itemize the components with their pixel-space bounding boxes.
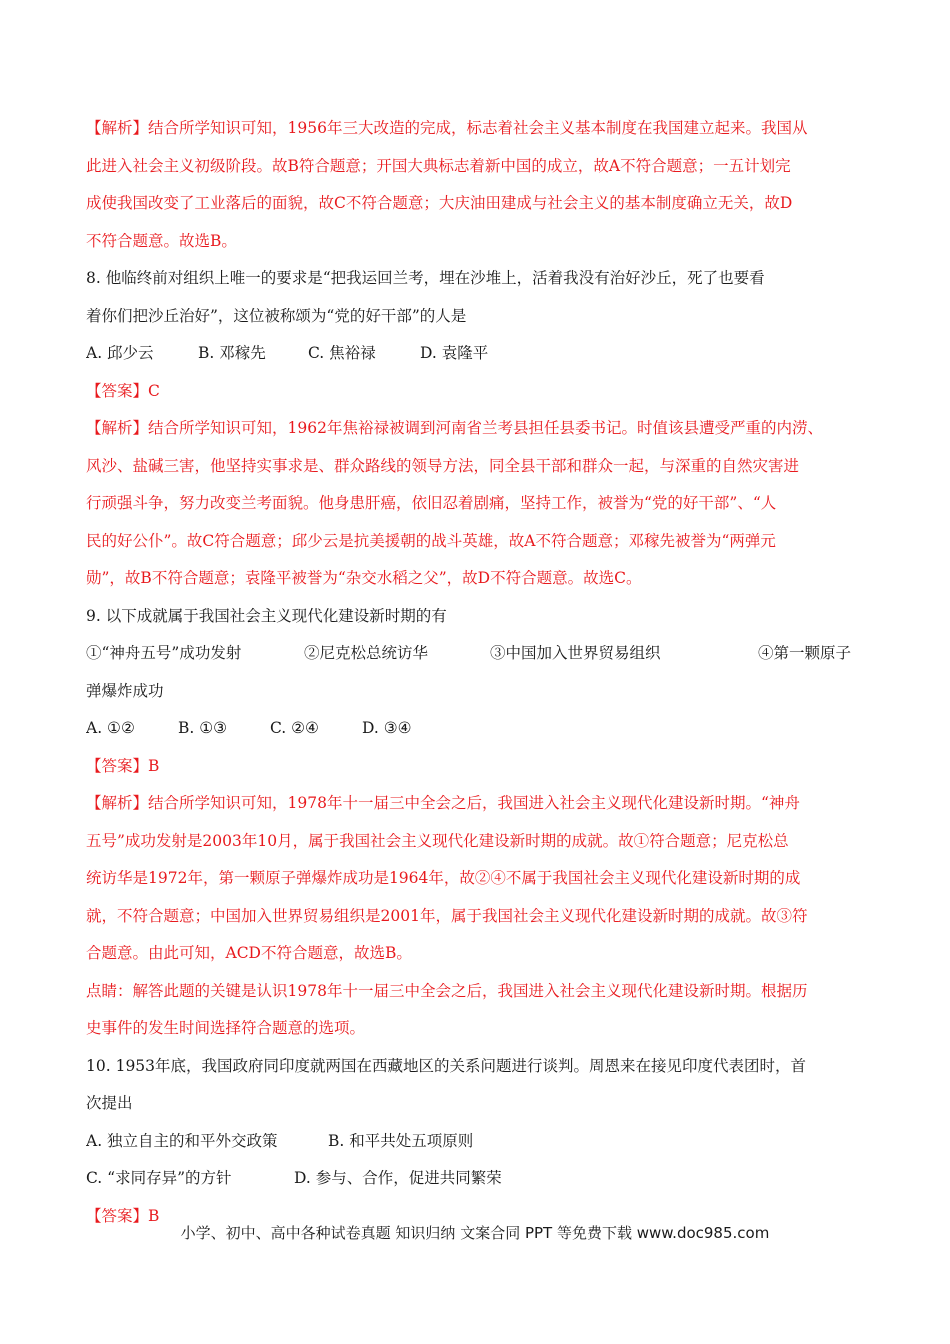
q9-items [86,635,876,673]
q10-stem-line: 10. 1953年底，我国政府同印度就两国在西藏地区的关系问题进行谈判。周恩来在接见印度代表团时，首 [86,1056,807,1075]
q8-analysis-line: 勋”，故B不符合题意；袁隆平被誉为“杂交水稻之父”，故D不符合题意。故选C。 [86,569,642,587]
q8-stem-line: 8. 他临终前对组织上唯一的要求是“把我运回兰考，埋在沙堆上，活着我没有治好沙丘，死了也要看 [86,269,765,287]
q8-analysis-line: 风沙、盐碱三害，他坚持实事求是、群众路线的领导方法，同全县干部和群众一起，与深重的自然灾害进 [86,456,800,475]
q10-option-b: B. 和平共处五项原则 [328,1131,474,1150]
q9-item-4: ④第一颗原子 [758,644,852,662]
q9-answer: 【答案】B [86,756,160,775]
q9-item-1: ①“神舟五号”成功发射 [86,644,242,662]
q10-answer: 【答案】B [86,1206,160,1225]
q10-stem-line: 次提出 [86,1094,133,1112]
q9-analysis-line: 【解析】结合所学知识可知，1978年十一届三中全会之后，我国进入社会主义现代化建设新时期。“神舟 [86,794,800,812]
q8-option-b: B. 邓稼先 [198,344,266,362]
q8-answer: 【答案】C [86,381,160,400]
q8-analysis-line: 民的好公仆”。故C符合题意；邱少云是抗美援朝的战斗英雄，故A不符合题意；邓稼先被誉为“两弹元 [86,531,776,550]
q7-analysis-line: 此进入社会主义初级阶段。故B符合题意；开国大典标志着新中国的成立，故A不符合题意；一五计划完 [86,156,791,175]
q9-option-a: A. ①② [86,719,135,737]
q9-item-3: ③中国加入世界贸易组织 [490,644,661,662]
page-content [86,110,876,1235]
q8-analysis-line: 【解析】结合所学知识可知，1962年焦裕禄被调到河南省兰考县担任县委书记。时值该县遭受严重的内涝、 [86,419,823,437]
q7-analysis-line: 不符合题意。故选B。 [86,231,237,250]
q9-tip-line: 史事件的发生时间选择符合题意的选项。 [86,1019,366,1037]
q8-option-a: A. 邱少云 [86,344,154,362]
q9-options [86,710,876,748]
q9-option-d: D. ③④ [362,719,412,737]
q10-option-c: C. “求同存异”的方针 [86,1169,232,1187]
q8-option-c: C. 焦裕禄 [308,344,376,362]
q9-option-b: B. ①③ [178,719,228,737]
q8-stem-line: 着你们把沙丘治好”，这位被称颂为“党的好干部”的人是 [86,306,467,325]
q9-analysis-line: 统访华是1972年，第一颗原子弹爆炸成功是1964年，故②④不属于我国社会主义现代化建设新时期的成 [86,869,801,887]
q9-item-2: ②尼克松总统访华 [304,644,429,662]
q10-option-d: D. 参与、合作，促进共同繁荣 [294,1169,502,1187]
q10-options-row1 [86,1123,876,1161]
q8-option-d: D. 袁隆平 [420,344,489,362]
q9-analysis-line: 就，不符合题意；中国加入世界贸易组织是2001年，属于我国社会主义现代化建设新时期的成就。故③符 [86,906,808,925]
q7-analysis-line: 成使我国改变了工业落后的面貌，故C不符合题意；大庆油田建成与社会主义的基本制度确立无关，故D [86,194,793,212]
q9-option-c: C. ②④ [270,719,319,737]
q10-option-a: A. 独立自主的和平外交政策 [86,1131,278,1150]
q9-stem: 9. 以下成就属于我国社会主义现代化建设新时期的有 [86,606,447,625]
q8-options [86,335,876,373]
q8-analysis-line: 行顽强斗争，努力改变兰考面貌。他身患肝癌，依旧忍着剧痛，坚持工作，被誉为“党的好干部”、“人 [86,494,777,512]
q10-options-row2 [86,1160,876,1198]
q9-analysis-line: 合题意。由此可知，ACD不符合题意，故选B。 [86,944,412,962]
q7-analysis-line: 【解析】结合所学知识可知，1956年三大改造的完成，标志着社会主义基本制度在我国建立起来。我国从 [86,119,808,137]
q9-analysis-line: 五号”成功发射是2003年10月，属于我国社会主义现代化建设新时期的成就。故①符合题意；尼克松总 [86,831,789,850]
q9-tip-line: 点睛：解答此题的关键是认识1978年十一届三中全会之后，我国进入社会主义现代化建设新时期。根据历 [86,981,808,1000]
q9-items-cont: 弹爆炸成功 [86,681,164,700]
page-footer: 小学、初中、高中各种试卷真题 知识归纳 文案合同 PPT 等免费下载 www.doc985.com [180,1224,770,1242]
